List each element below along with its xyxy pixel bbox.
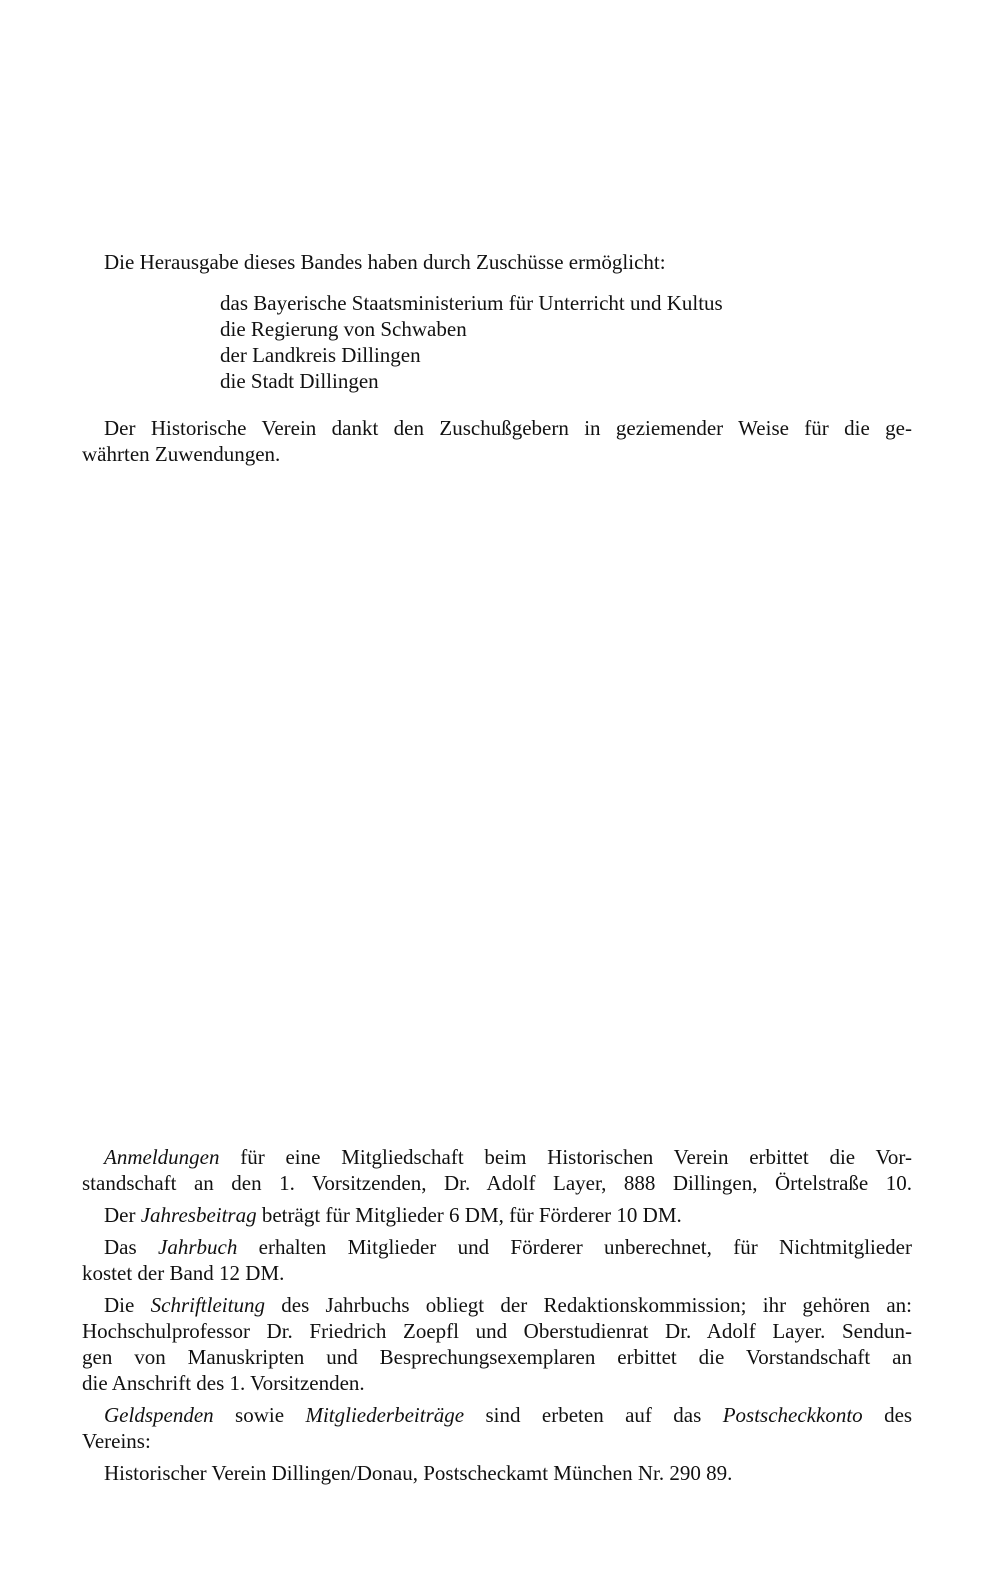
text: Der <box>104 1203 136 1227</box>
editorship-line: die Anschrift des 1. Vorsitzenden. <box>82 1371 365 1395</box>
emphasis: Jahresbeitrag <box>140 1203 257 1227</box>
emphasis: Mitgliederbeiträge <box>305 1403 465 1427</box>
emphasis: Anmeldungen <box>104 1145 220 1169</box>
emphasis: Schriftleitung <box>150 1293 265 1317</box>
text: Das <box>104 1235 137 1259</box>
thanks-line: währten Zuwendungen. <box>82 442 281 466</box>
sponsor-item: der Landkreis Dillingen <box>220 343 421 367</box>
membership-line: standschaft an den 1. Vorsitzenden, Dr. Adolf Layer, 888 Dillingen, Örtelstraße 10. <box>82 1171 912 1195</box>
donations-line: Vereins: <box>82 1429 151 1453</box>
yearbook-line: kostet der Band 12 DM. <box>82 1261 285 1285</box>
emphasis: Jahrbuch <box>158 1235 238 1259</box>
thanks-line: Der Historische Verein dankt den Zuschußgebern in geziemender Weise für die ge- <box>104 416 912 440</box>
text: erhalten Mitglieder und Förderer unberechnet, für Nichtmitglieder <box>258 1235 912 1259</box>
editorship-line <box>104 1295 912 1316</box>
sponsor-item: die Stadt Dillingen <box>220 369 379 393</box>
fee-line <box>104 1205 682 1226</box>
bank-account-line: Historischer Verein Dillingen/Donau, Postscheckamt München Nr. 290 89. <box>104 1461 733 1485</box>
text: des Jahrbuchs obliegt der Redaktionskommission; ihr gehören an: <box>281 1293 913 1317</box>
donations-line <box>104 1405 912 1426</box>
text: sind erbeten auf das <box>485 1403 702 1427</box>
sponsor-item: das Bayerische Staatsministerium für Unterricht und Kultus <box>220 291 723 315</box>
text: Die <box>104 1293 135 1317</box>
sponsor-item: die Regierung von Schwaben <box>220 317 467 341</box>
text: für eine Mitgliedschaft beim Historischen Verein erbittet die Vor- <box>240 1145 912 1169</box>
editorship-line: gen von Manuskripten und Besprechungsexemplaren erbittet die Vorstandschaft an <box>82 1345 912 1369</box>
text: des <box>884 1403 913 1427</box>
funding-intro: Die Herausgabe dieses Bandes haben durch Zuschüsse ermöglicht: <box>104 250 666 274</box>
text: sowie <box>235 1403 285 1427</box>
emphasis: Postscheckkonto <box>722 1403 863 1427</box>
yearbook-line <box>104 1237 912 1258</box>
text: beträgt für Mitglieder 6 DM, für Förderer 10 DM. <box>261 1203 682 1227</box>
emphasis: Geldspenden <box>104 1403 214 1427</box>
editorship-line: Hochschulprofessor Dr. Friedrich Zoepfl und Oberstudienrat Dr. Adolf Layer. Sendun- <box>82 1319 912 1343</box>
membership-line <box>104 1147 912 1168</box>
